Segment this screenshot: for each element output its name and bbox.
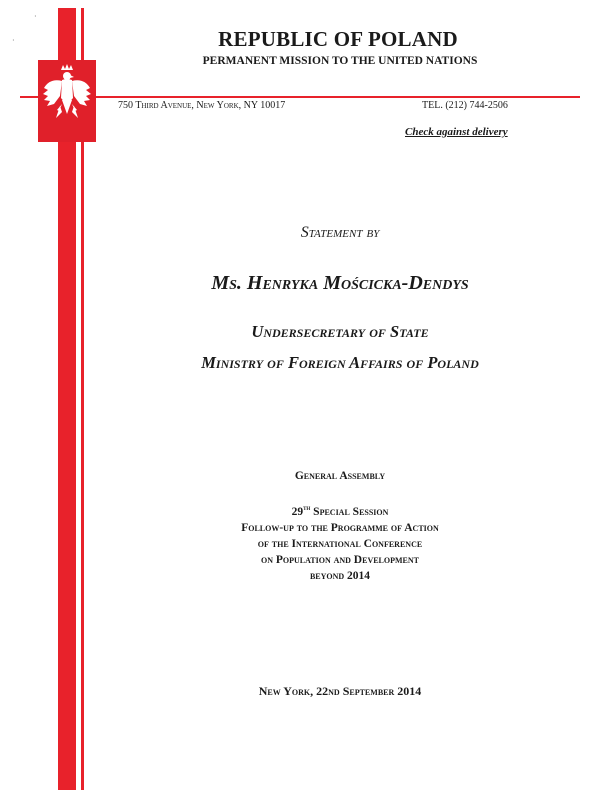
place-and-date: New York, 22nd September 2014 bbox=[258, 684, 422, 698]
session-label: Special Session bbox=[313, 506, 389, 518]
session-description bbox=[110, 504, 570, 584]
mission-telephone: TEL. (212) 744-2506 bbox=[422, 100, 508, 111]
speaker-name: Ms. Henryka Mościcka-Dendys bbox=[211, 272, 469, 294]
statement-heading: Statement by bbox=[300, 224, 380, 241]
speaker-ministry: Ministry of Foreign Affairs of Poland bbox=[201, 353, 479, 372]
session-number: 29 bbox=[291, 506, 304, 518]
session-line: of the International Conference bbox=[257, 538, 423, 550]
speaker-position: Undersecretary of State bbox=[251, 322, 429, 341]
letterhead-subtitle: PERMANENT MISSION TO THE UNITED NATIONS bbox=[202, 55, 478, 67]
session-ordinal: th bbox=[303, 504, 311, 513]
letterhead-title: REPUBLIC OF POLAND bbox=[218, 27, 458, 51]
scan-speck: · bbox=[12, 36, 15, 45]
general-assembly-label: General Assembly bbox=[294, 470, 386, 482]
check-against-delivery-note: Check against delivery bbox=[405, 126, 508, 138]
session-line: Follow-up to the Programme of Action bbox=[241, 522, 439, 534]
letterhead-divider bbox=[20, 96, 580, 98]
session-line: on Population and Development bbox=[260, 554, 420, 566]
scan-speck: · bbox=[34, 12, 37, 21]
session-line: beyond 2014 bbox=[309, 570, 371, 582]
mission-address: 750 Third Avenue, New York, NY 10017 bbox=[118, 100, 286, 111]
session-title bbox=[110, 504, 570, 520]
polish-eagle-emblem-icon bbox=[38, 60, 96, 142]
